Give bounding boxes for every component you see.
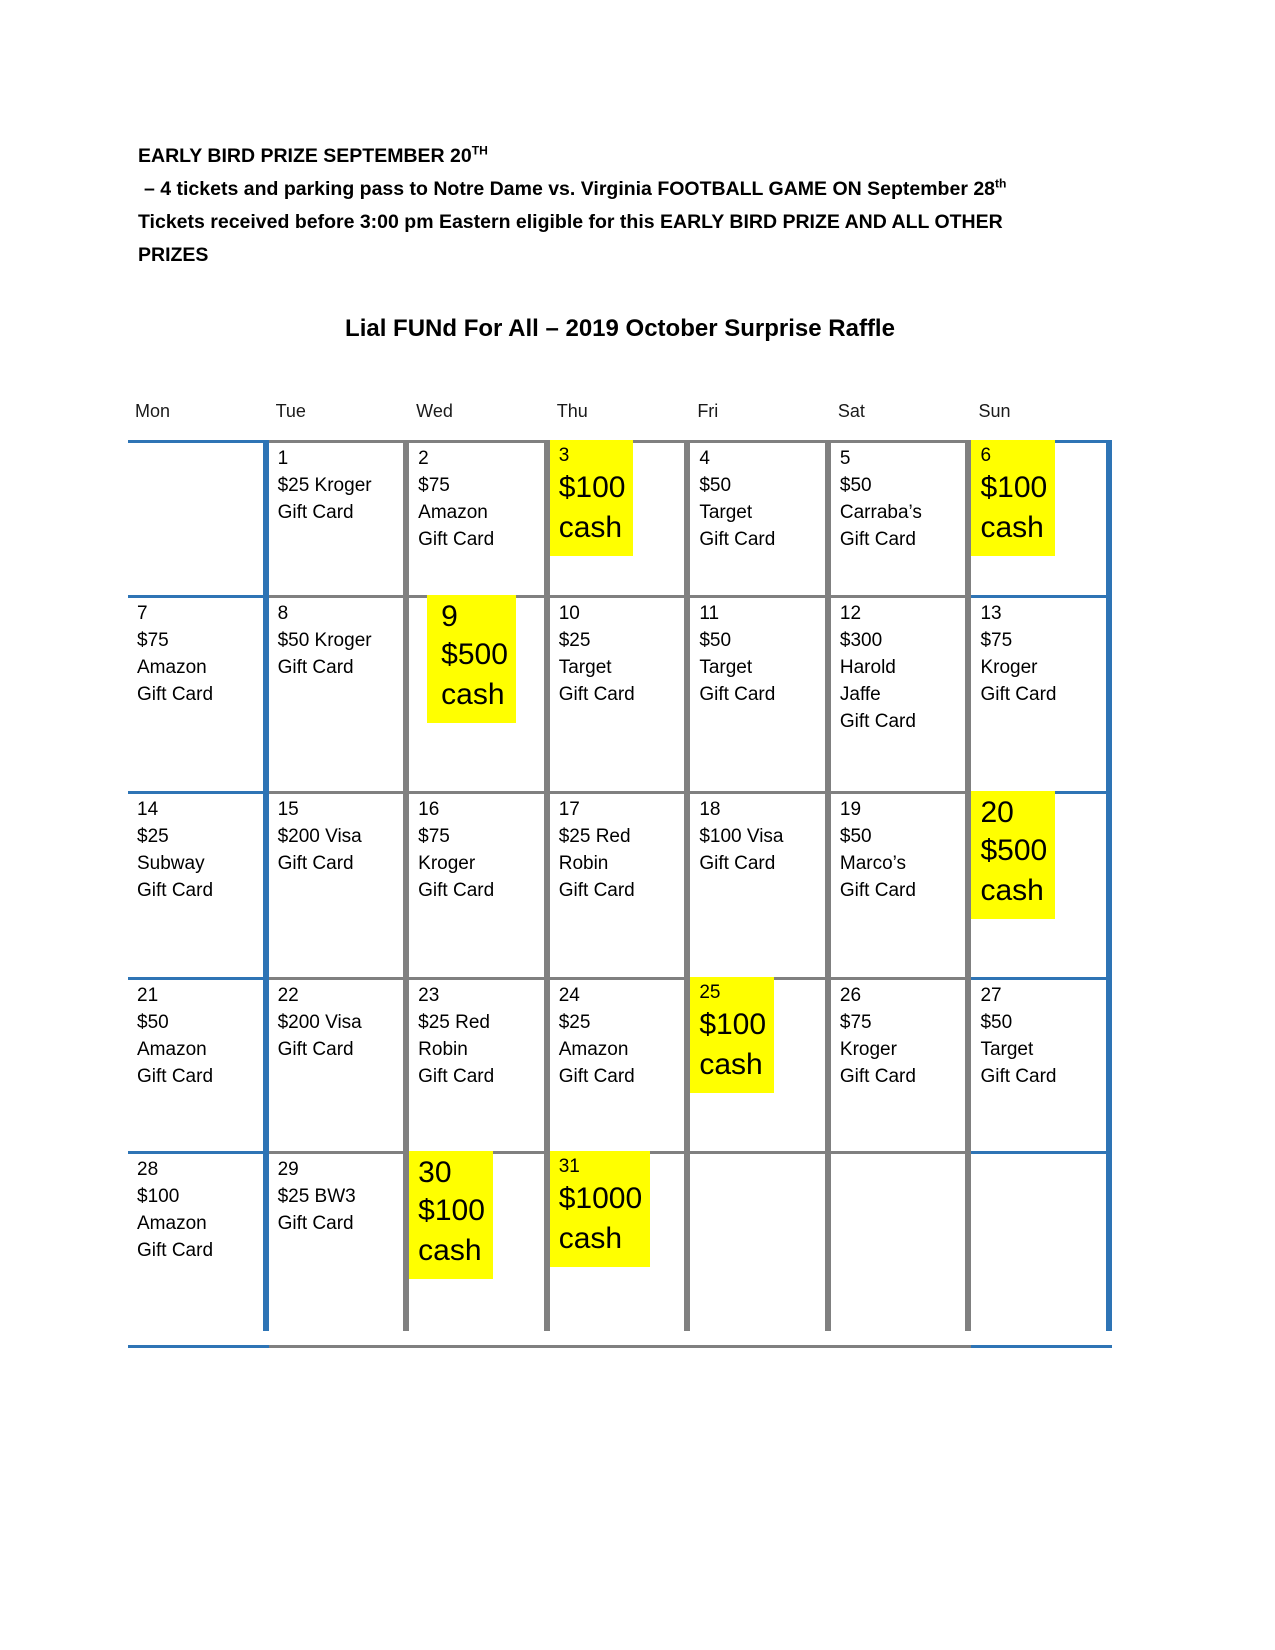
cell-content	[128, 1151, 269, 1264]
prize-text-line: Target	[980, 1039, 1034, 1060]
day-header-sat: Sat	[837, 401, 865, 421]
header-line-1-text: EARLY BIRD PRIZE SEPTEMBER 20	[138, 145, 472, 167]
prize-text-line: $50	[699, 630, 732, 651]
calendar-day-cell-empty[interactable]	[128, 440, 269, 595]
calendar-day-cell[interactable]	[831, 791, 972, 977]
cell-border	[690, 1151, 831, 1331]
day-number: 5	[839, 448, 851, 469]
prize-text-line: $100	[137, 1186, 180, 1207]
header-line-2	[138, 173, 1078, 206]
calendar-week-row	[128, 1151, 1112, 1331]
prize-text-line: cash	[980, 874, 1044, 907]
cell-content	[550, 977, 691, 1090]
prize-text-line: $100	[980, 471, 1048, 504]
cell-content	[409, 791, 550, 904]
calendar-day-cell[interactable]	[269, 440, 410, 595]
prize-text-line: Jaffe	[839, 684, 881, 705]
day-number: 7	[137, 603, 148, 624]
prize-text-line: cash	[558, 511, 623, 544]
header-line-3: Tickets received before 3:00 pm Eastern eligible for this EARLY BIRD PRIZE AND ALL OTHER	[138, 211, 1003, 233]
prize-text-line: Gift Card	[558, 684, 635, 705]
calendar-day-cell-empty[interactable]	[690, 1151, 831, 1331]
prize-text-line: Carraba’s	[839, 502, 922, 523]
prize-text-line: $1000	[558, 1182, 643, 1215]
prize-text-line: Gift Card	[137, 1066, 214, 1087]
prize-text-line: Gift Card	[277, 657, 354, 678]
calendar-day-cell[interactable]	[409, 1151, 550, 1331]
footer-rule-mon	[128, 1345, 269, 1355]
day-header-wed: Wed	[416, 401, 453, 421]
day-number: 11	[699, 603, 720, 624]
day-header-fri: Fri	[697, 401, 719, 421]
calendar-day-cell[interactable]	[971, 791, 1112, 977]
prize-text-line: Gift Card	[699, 529, 776, 550]
day-number: 6	[980, 445, 992, 466]
calendar-day-cell[interactable]	[550, 595, 691, 791]
cell-content	[971, 977, 1112, 1090]
day-number: 2	[418, 448, 429, 469]
day-number: 30	[418, 1156, 452, 1189]
prize-text-line: Amazon	[418, 502, 488, 523]
prize-text-line: Gift Card	[277, 853, 354, 874]
footer-rule-wed	[409, 1345, 550, 1355]
day-number: 28	[137, 1159, 159, 1180]
cell-content	[128, 791, 269, 904]
calendar-day-cell[interactable]	[831, 977, 972, 1151]
prize-text-line: Marco’s	[839, 853, 907, 874]
prize-text-line: Target	[558, 657, 612, 678]
calendar-day-cell[interactable]	[971, 977, 1112, 1151]
cell-content	[550, 440, 634, 556]
prize-text-line: $500	[980, 834, 1048, 867]
calendar-day-cell[interactable]	[409, 595, 550, 791]
day-number: 31	[558, 1156, 580, 1177]
calendar-day-cell[interactable]	[128, 791, 269, 977]
day-number: 23	[418, 985, 440, 1006]
prize-text-line: Gift Card	[839, 1066, 916, 1087]
cell-content	[269, 595, 410, 681]
day-number: 21	[137, 985, 159, 1006]
prize-text-line: $25	[558, 630, 591, 651]
prize-text-line: $200 Visa	[277, 826, 362, 847]
calendar-day-cell[interactable]	[269, 791, 410, 977]
cell-content	[971, 791, 1055, 919]
prize-text-line: $25 BW3	[277, 1186, 356, 1207]
day-number: 8	[277, 603, 289, 624]
header-line-1-superscript: TH	[471, 143, 488, 158]
header-line-2-superscript: th	[995, 176, 1007, 191]
prize-text-line: $25 Kroger	[277, 475, 372, 496]
prize-text-line: $25 Red	[418, 1012, 490, 1033]
cell-content	[690, 977, 774, 1093]
calendar-day-cell[interactable]	[269, 1151, 410, 1331]
prize-text-line: Subway	[137, 853, 205, 874]
prize-text-line: $25 Red	[558, 826, 631, 847]
calendar-day-cell[interactable]	[690, 595, 831, 791]
prize-text-line: Gift Card	[839, 529, 916, 550]
cell-content	[690, 595, 831, 708]
day-number: 24	[558, 985, 580, 1006]
prize-text-line: $50 Kroger	[277, 630, 372, 651]
calendar-day-cell-empty[interactable]	[831, 1151, 972, 1331]
prize-text-line: Robin	[558, 853, 609, 874]
day-number: 1	[277, 448, 289, 469]
day-number: 26	[839, 985, 862, 1006]
prize-text-line: $25	[558, 1012, 591, 1033]
cell-content	[831, 440, 972, 553]
prize-text-line: Amazon	[558, 1039, 629, 1060]
calendar-footer-rule-row	[128, 1345, 1112, 1355]
prize-text-line: Gift Card	[839, 880, 916, 901]
prize-text-line: Gift Card	[418, 1066, 495, 1087]
prize-text-line: Gift Card	[980, 684, 1057, 705]
day-number: 15	[277, 799, 299, 820]
calendar-day-cell[interactable]	[128, 1151, 269, 1331]
calendar-day-cell[interactable]	[550, 1151, 691, 1331]
cell-content	[971, 440, 1055, 556]
cell-content	[128, 595, 269, 708]
prize-text-line: $75	[839, 1012, 872, 1033]
day-header-tue: Tue	[275, 401, 306, 421]
prize-text-line: Kroger	[839, 1039, 897, 1060]
footer-rule-fri	[690, 1345, 831, 1355]
prize-text-line: $100 Visa	[699, 826, 784, 847]
calendar-day-cell-empty[interactable]	[971, 1151, 1112, 1331]
cell-content	[690, 440, 831, 553]
header-line-2-text: – 4 tickets and parking pass to Notre Dame vs. Virginia FOOTBALL GAME ON September 28	[144, 178, 996, 200]
calendar-week-row	[128, 791, 1112, 977]
header-line-4: PRIZES	[138, 244, 209, 266]
early-bird-prize-header	[138, 140, 1078, 272]
day-number: 13	[980, 603, 1002, 624]
calendar-grid	[128, 396, 1112, 1355]
cell-content	[409, 440, 550, 553]
prize-text-line: Gift Card	[277, 502, 354, 523]
prize-text-line: $25	[137, 826, 169, 847]
cell-border	[971, 1151, 1112, 1331]
prize-text-line: Gift Card	[137, 880, 214, 901]
calendar-week-row	[128, 977, 1112, 1151]
footer-rule-sun	[971, 1345, 1112, 1355]
prize-text-line: cash	[980, 511, 1044, 544]
day-number: 20	[980, 796, 1014, 829]
prize-text-line: Gift Card	[418, 529, 495, 550]
calendar-day-cell[interactable]	[128, 977, 269, 1151]
prize-text-line: Amazon	[137, 1039, 207, 1060]
cell-content	[690, 791, 831, 877]
cell-content	[128, 977, 269, 1090]
day-number: 4	[699, 448, 710, 469]
day-number: 14	[137, 799, 159, 820]
prize-text-line: $50	[137, 1012, 169, 1033]
prize-text-line: $50	[839, 475, 872, 496]
day-number: 9	[441, 600, 458, 633]
prize-text-line: Kroger	[418, 853, 476, 874]
day-number: 18	[699, 799, 721, 820]
prize-text-line: cash	[418, 1234, 482, 1267]
prize-text-line: Gift Card	[699, 684, 776, 705]
prize-text-line: Gift Card	[137, 1240, 214, 1261]
prize-text-line: $75	[980, 630, 1013, 651]
cell-content	[831, 977, 972, 1090]
prize-text-line: $50	[699, 475, 732, 496]
cell-content	[831, 595, 972, 735]
calendar-day-cell[interactable]	[269, 977, 410, 1151]
prize-text-line: cash	[558, 1222, 623, 1255]
cell-content	[409, 1151, 493, 1279]
footer-rule-thu	[550, 1345, 691, 1355]
prize-text-line: Harold	[839, 657, 896, 678]
day-number: 12	[839, 603, 862, 624]
cell-border	[128, 440, 269, 595]
day-header-mon: Mon	[135, 401, 171, 421]
calendar-day-cell[interactable]	[550, 440, 691, 595]
calendar-day-cell[interactable]	[690, 440, 831, 595]
calendar-weeks	[128, 440, 1112, 1331]
calendar-day-cell[interactable]	[831, 595, 972, 791]
header-line-1	[138, 140, 1078, 173]
page-title: Lial FUNd For All – 2019 October Surprise Raffle	[345, 315, 895, 342]
cell-border	[831, 1151, 972, 1331]
cell-content	[971, 595, 1112, 708]
prize-text-line: $100	[558, 471, 626, 504]
day-number: 19	[839, 799, 862, 820]
calendar-day-cell[interactable]	[269, 595, 410, 791]
prize-text-line: $100	[699, 1008, 767, 1041]
prize-text-line: Gift Card	[558, 1066, 635, 1087]
prize-text-line: Gift Card	[277, 1213, 354, 1234]
prize-text-line: $50	[839, 826, 872, 847]
prize-text-line: $75	[137, 630, 169, 651]
calendar-day-cell[interactable]	[971, 595, 1112, 791]
prize-text-line: Amazon	[137, 657, 207, 678]
prize-text-line: $300	[839, 630, 883, 651]
calendar-day-cell[interactable]	[128, 595, 269, 791]
cell-content	[269, 977, 410, 1063]
day-number: 25	[699, 982, 721, 1003]
calendar-day-cell[interactable]	[690, 791, 831, 977]
day-of-week-header-row	[128, 396, 1112, 440]
calendar-day-cell[interactable]	[409, 440, 550, 595]
cell-content	[550, 791, 691, 904]
prize-text-line: Gift Card	[418, 880, 495, 901]
cell-content	[550, 595, 691, 708]
prize-text-line: cash	[441, 678, 505, 711]
cell-content	[269, 791, 410, 877]
prize-text-line: Robin	[418, 1039, 468, 1060]
day-number: 16	[418, 799, 440, 820]
prize-text-line: $50	[980, 1012, 1013, 1033]
prize-text-line: $75	[418, 475, 450, 496]
cell-content	[409, 977, 550, 1090]
prize-text-line: Gift Card	[137, 684, 214, 705]
day-number: 10	[558, 603, 580, 624]
prize-text-line: $100	[418, 1194, 485, 1227]
cell-content	[427, 595, 516, 723]
calendar-week-row	[128, 595, 1112, 791]
cell-content	[550, 1151, 650, 1267]
day-number: 17	[558, 799, 580, 820]
prize-text-line: Gift Card	[980, 1066, 1057, 1087]
footer-rule-sat	[831, 1345, 972, 1355]
day-header-thu: Thu	[556, 401, 588, 421]
prize-text-line: Target	[699, 502, 753, 523]
prize-text-line: $500	[441, 638, 508, 671]
day-number: 29	[277, 1159, 299, 1180]
calendar-day-cell[interactable]	[831, 440, 972, 595]
prize-text-line: Gift Card	[277, 1039, 354, 1060]
calendar-day-cell[interactable]	[971, 440, 1112, 595]
prize-text-line: Kroger	[980, 657, 1038, 678]
calendar-week-row	[128, 440, 1112, 595]
calendar-day-cell[interactable]	[550, 977, 691, 1151]
calendar-day-cell[interactable]	[409, 791, 550, 977]
day-header-sun: Sun	[978, 401, 1011, 421]
cell-content	[269, 440, 410, 526]
calendar-day-cell[interactable]	[550, 791, 691, 977]
calendar-day-cell[interactable]	[690, 977, 831, 1151]
footer-rule-tue	[269, 1345, 410, 1355]
day-number: 3	[558, 445, 570, 466]
prize-text-line: Gift Card	[699, 853, 776, 874]
cell-content	[831, 791, 972, 904]
day-number: 27	[980, 985, 1002, 1006]
prize-text-line: $75	[418, 826, 450, 847]
cell-content	[269, 1151, 410, 1237]
prize-text-line: Target	[699, 657, 753, 678]
prize-text-line: cash	[699, 1048, 763, 1081]
day-number: 22	[277, 985, 299, 1006]
calendar-day-cell[interactable]	[409, 977, 550, 1151]
prize-text-line: Amazon	[137, 1213, 207, 1234]
prize-text-line: Gift Card	[839, 711, 916, 732]
prize-text-line: Gift Card	[558, 880, 635, 901]
prize-text-line: $200 Visa	[277, 1012, 362, 1033]
